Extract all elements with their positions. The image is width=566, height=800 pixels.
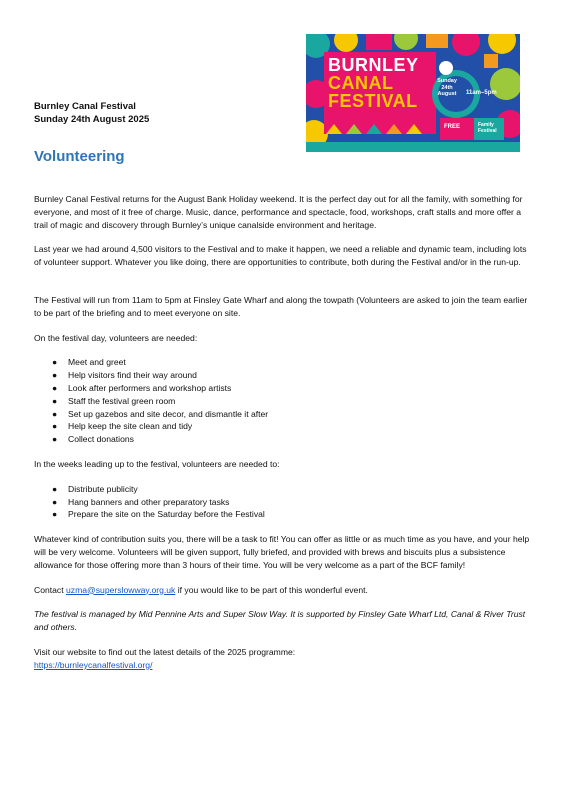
festival-day-heading: On the festival day, volunteers are needed: — [34, 332, 198, 343]
website-link[interactable]: https://burnleycanalfestival.org/ — [34, 659, 153, 670]
list-item: ● Staff the festival green room — [52, 395, 176, 406]
website-text: Visit our website to find out the latest details of the 2025 programme: — [34, 646, 296, 657]
whatever-paragraph: Whatever kind of contribution suits you, there will be a task to fit! You can offer as little or as much time as you have, and your help will be very welcome. Volunteers will be given support, fully briefed, and provided with brews and biscuits plus a subsistence allowance for those offering more than 3 hours of their time. You will be very welcome as a part of the BCF family! — [34, 534, 530, 570]
logo-date-line3: August — [437, 91, 457, 97]
logo-date-badge — [432, 78, 462, 98]
event-date: Sunday 24th August 2025 — [34, 114, 150, 125]
logo-family-line1: Family — [478, 122, 494, 128]
list-item: ● Meet and greet — [52, 357, 126, 368]
list-item: ● Collect donations — [52, 434, 134, 445]
logo-family-line2: Festival — [478, 128, 497, 134]
contact-email-link[interactable]: uzma@superslowway.org.uk — [66, 584, 176, 595]
logo-date-line1: Sunday — [437, 78, 457, 84]
logo-word-canal: CANAL — [328, 73, 394, 93]
event-header — [34, 100, 149, 126]
logo-word-festival: FESTIVAL — [328, 91, 418, 111]
logo-family-festival — [478, 122, 497, 134]
logo-text — [328, 56, 419, 110]
list-item: ● Help keep the site clean and tidy — [52, 421, 193, 432]
list-item: ● Help visitors find their way around — [52, 370, 197, 381]
bullet-icon: ● — [52, 496, 58, 507]
logo-free: FREE — [444, 124, 461, 130]
bullet-icon: ● — [52, 434, 58, 445]
logo-word-burnley: BURNLEY — [328, 55, 419, 75]
bullet-icon: ● — [52, 370, 58, 381]
bullet-icon: ● — [52, 421, 58, 432]
document-body — [34, 193, 530, 672]
list-item: ● Look after performers and workshop artists — [52, 382, 232, 393]
event-name: Burnley Canal Festival — [34, 101, 136, 112]
list-item: ● Set up gazebos and site decor, and dismantle it after — [52, 408, 269, 419]
festival-day-list — [34, 356, 530, 446]
logo-time: 11am–5pm — [466, 90, 497, 96]
bullet-icon: ● — [52, 483, 58, 494]
bullet-icon: ● — [52, 382, 58, 393]
intro-paragraph: Burnley Canal Festival returns for the August Bank Holiday weekend. It is the perfect day out for all the family, with something for everyone, and most of it free of charge. Music, dance, performance and spectacle, food, workshops, craft stalls and more offer a trail of magic and discovery through Burnley’s unique canalside environment and heritage. — [34, 194, 523, 230]
bullet-icon: ● — [52, 395, 58, 406]
weeks-heading: In the weeks leading up to the festival, volunteers are needed to: — [34, 458, 280, 469]
list-item: ● Prepare the site on the Saturday before the Festival — [52, 509, 265, 520]
contact-paragraph: Contact uzma@superslowway.org.uk if you would like to be part of this wonderful event. — [34, 584, 368, 595]
managed-by-paragraph: The festival is managed by Mid Pennine Arts and Super Slow Way. It is supported by Finsley Gate Wharf Ltd, Canal & River Trust and others. — [34, 609, 526, 633]
bullet-icon: ● — [52, 357, 58, 368]
festival-logo — [306, 34, 520, 152]
last-year-paragraph: Last year we had around 4,500 visitors to the Festival and to make it happen, we need a reliable and dynamic team, including lots of volunteer support. Whatever you like doing, there are opportunities to contribute, both during the Festival and/or in the run-up. — [34, 244, 527, 268]
logo-date-line2: 24th — [441, 84, 453, 91]
list-item: ● Distribute publicity — [52, 483, 138, 494]
bullet-icon: ● — [52, 509, 58, 520]
festival-time-paragraph: The Festival will run from 11am to 5pm at Finsley Gate Wharf and along the towpath (Volunteers are asked to join the team earlier to be part of the briefing and to meet everyone on site. — [34, 294, 528, 318]
bullet-icon: ● — [52, 408, 58, 419]
weeks-list — [34, 483, 530, 521]
page-title: Volunteering — [34, 148, 125, 165]
list-item: ● Hang banners and other preparatory tasks — [52, 496, 230, 507]
